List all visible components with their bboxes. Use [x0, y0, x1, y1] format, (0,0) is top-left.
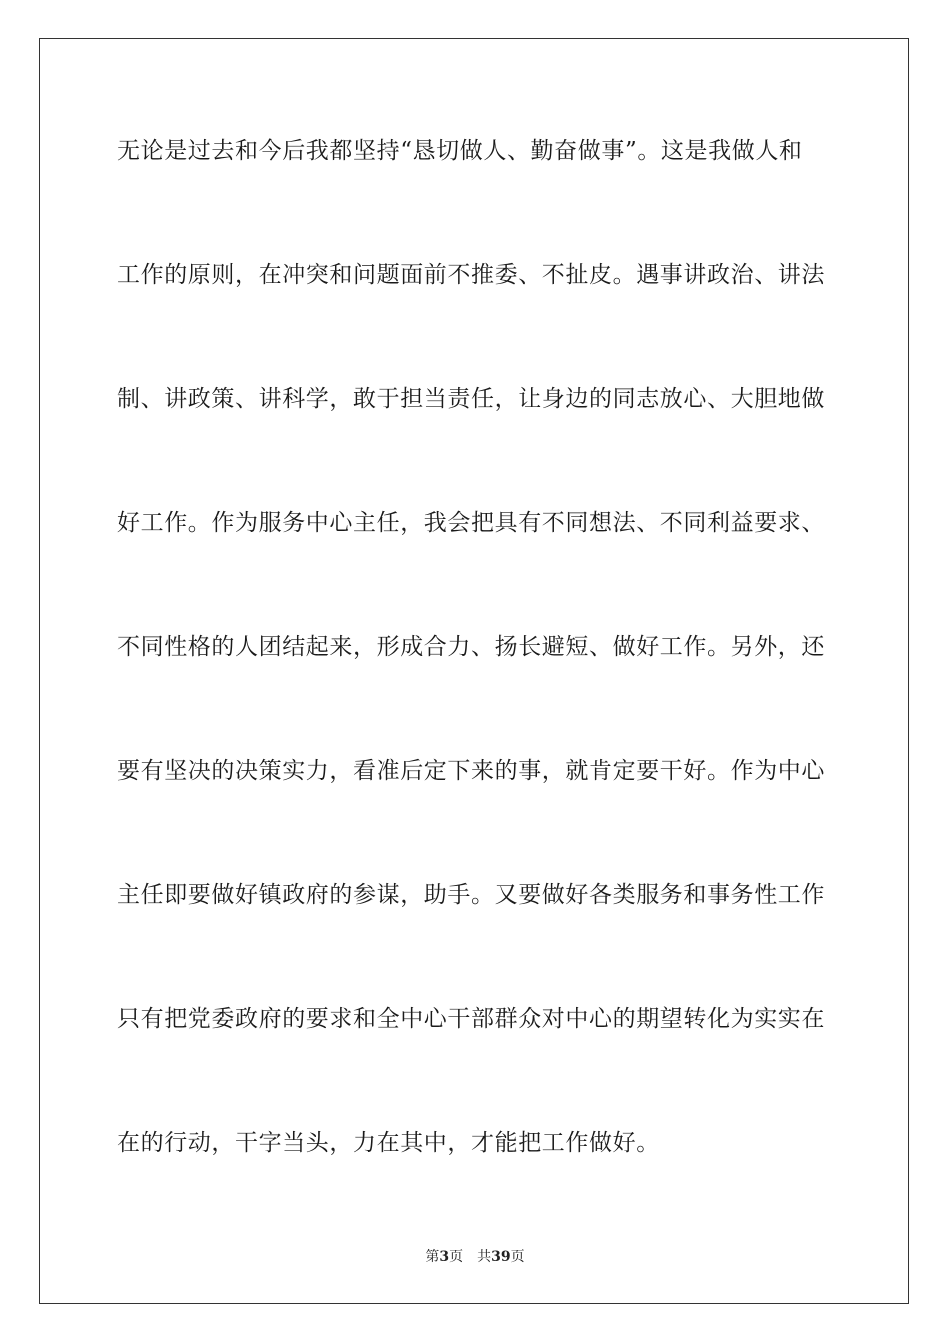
page-number: 3 [439, 1249, 450, 1265]
body-text-line-8: 只有把党委政府的要求和全中心干部群众对中心的期望转化为实实在 [117, 1006, 825, 1032]
total-suffix: 页 [510, 1249, 525, 1265]
page-footer [0, 1248, 950, 1266]
body-text-line-5: 不同性格的人团结起来，形成合力、扬长避短、做好工作。另外，还 [117, 634, 825, 660]
page-border [39, 38, 909, 1304]
page-prefix: 第 [425, 1249, 440, 1265]
page-suffix: 页 [449, 1249, 464, 1265]
body-text-line-9: 在的行动，干字当头，力在其中，才能把工作做好。 [117, 1130, 660, 1156]
body-text-line-2: 工作的原则，在冲突和问题面前不推委、不扯皮。遇事讲政治、讲法 [117, 262, 825, 288]
body-text-line-6: 要有坚决的决策实力，看准后定下来的事，就肯定要干好。作为中心 [117, 758, 825, 784]
body-text-line-3: 制、讲政策、讲科学，敢于担当责任，让身边的同志放心、大胆地做 [117, 386, 825, 412]
body-text-line-4: 好工作。作为服务中心主任，我会把具有不同想法、不同利益要求、 [117, 510, 825, 536]
body-text-line-1: 无论是过去和今后我都坚持“恳切做人、勤奋做事”。这是我做人和 [117, 138, 803, 164]
total-prefix: 共 [477, 1249, 492, 1265]
body-text-line-7: 主任即要做好镇政府的参谋，助手。又要做好各类服务和事务性工作 [117, 882, 825, 908]
total-pages: 39 [491, 1249, 511, 1265]
